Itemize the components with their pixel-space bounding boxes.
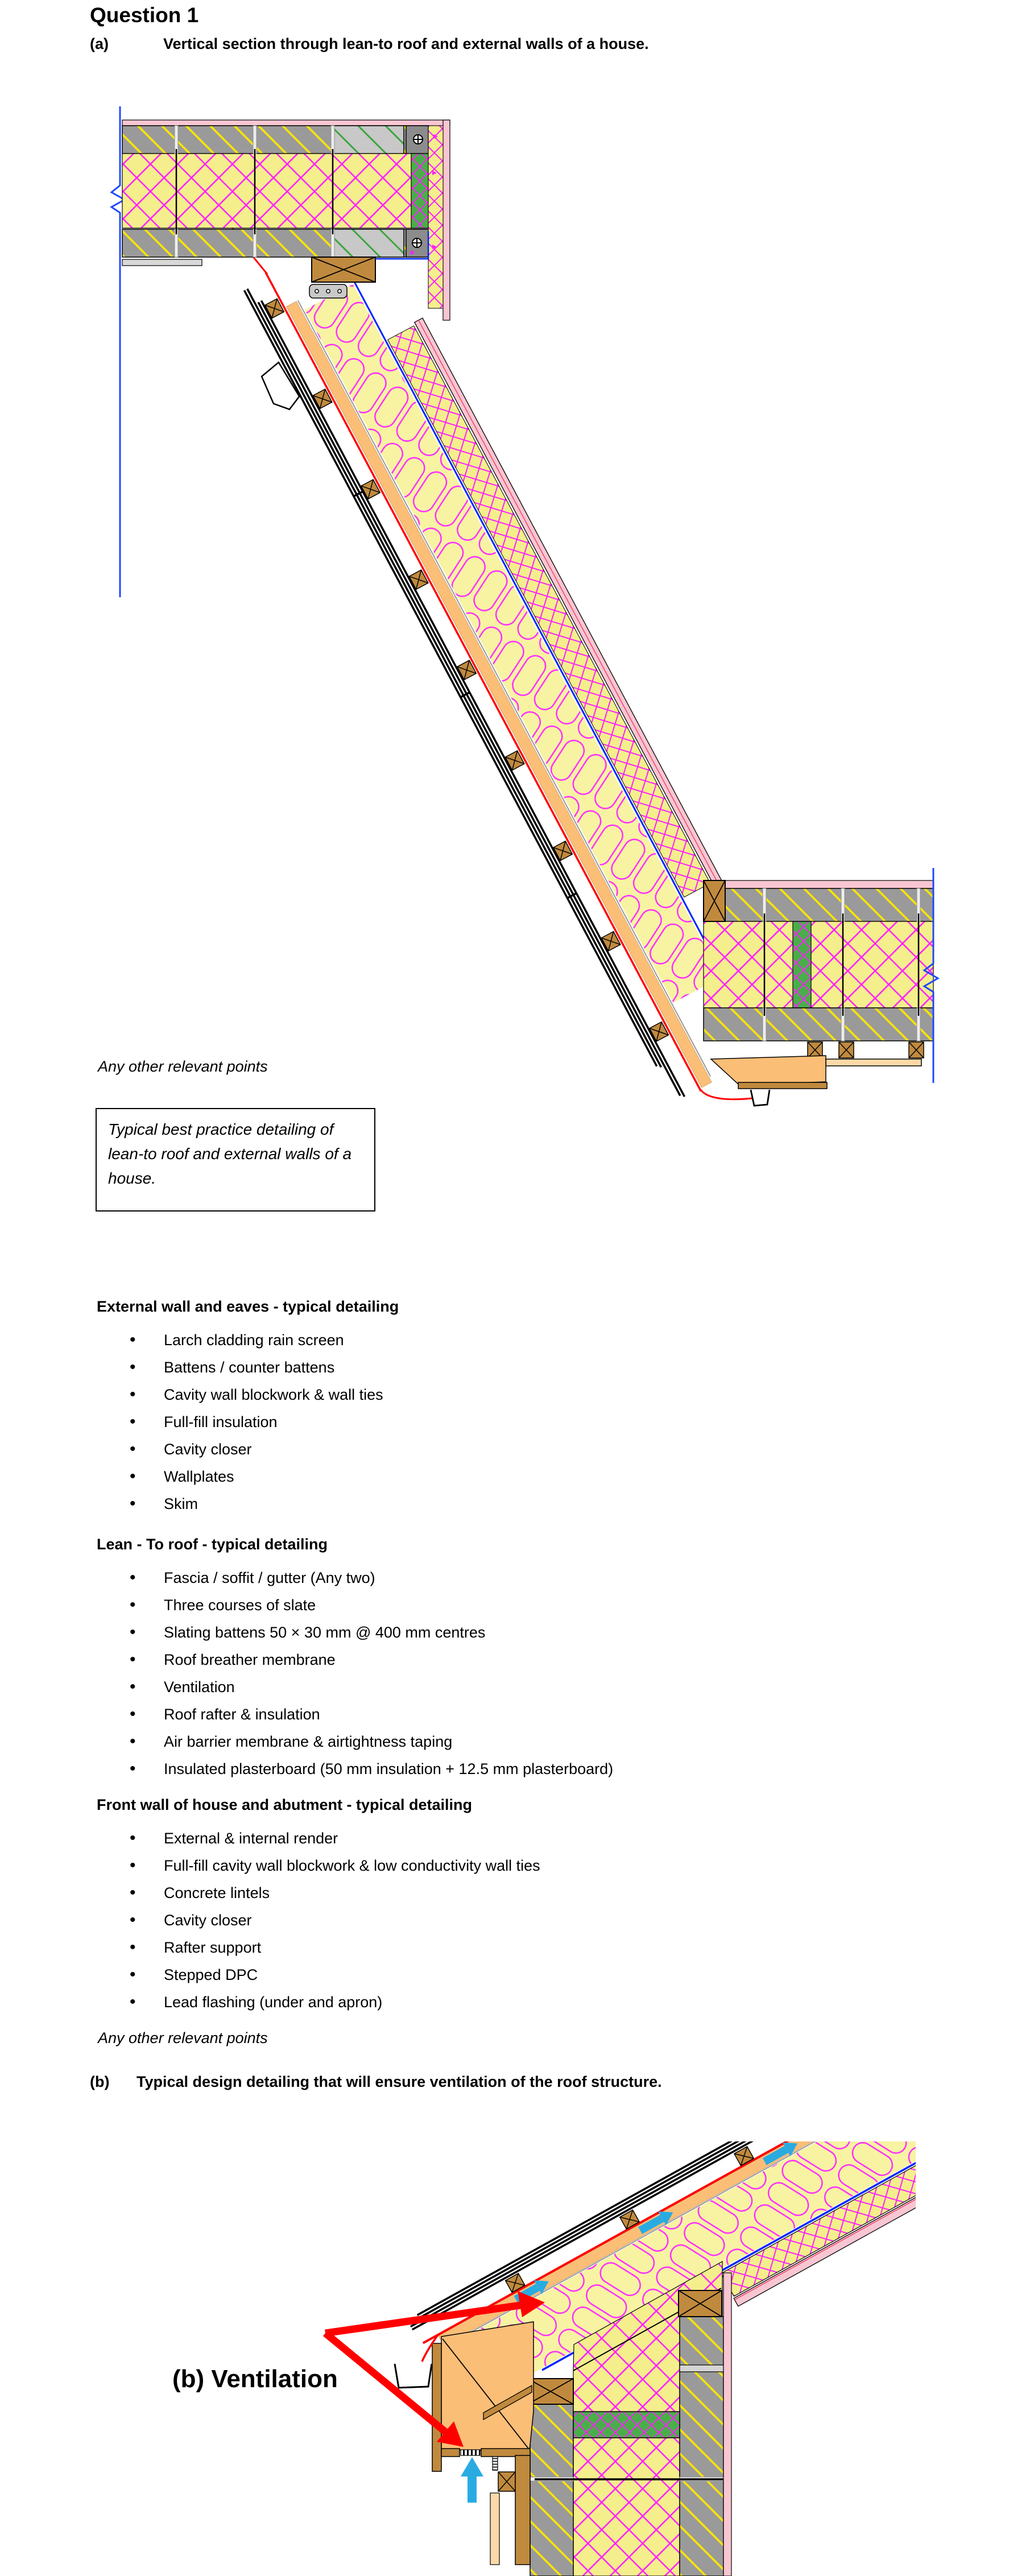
question-title: Question 1 (90, 3, 199, 27)
part-a-label: (a) (90, 35, 109, 52)
list-item: • Three courses of slate (130, 1591, 613, 1619)
list-item: • Air barrier membrane & airtightness taping (130, 1728, 613, 1755)
best-practice-box-text: Typical best practice detailing of lean-to roof and external walls of a house. (108, 1120, 352, 1187)
abutment-wall (122, 120, 450, 320)
list-item: • Skim (130, 1490, 383, 1518)
list-item: • Cavity wall blockwork & wall ties (130, 1381, 383, 1408)
larch-cladding-board (826, 1059, 921, 1066)
ventilation-gap (287, 301, 712, 1088)
blockwork-outer-leaf (680, 2317, 723, 2576)
restraint-strap (309, 284, 347, 298)
plasterboard-skim (122, 259, 202, 266)
section-front-wall-abutment (97, 1796, 950, 2011)
list-item: • Fascia / soffit / gutter (Any two) (130, 1564, 613, 1591)
list-item: • Wallplates (130, 1463, 383, 1490)
cladding-support-batten (515, 2455, 530, 2565)
list-item: • Full-fill cavity wall blockwork & low conductivity wall ties (130, 1852, 540, 1879)
fascia-board (432, 2343, 441, 2471)
list-item: • Concrete lintels (130, 1879, 540, 1907)
external-render (704, 880, 933, 888)
section-heading: Front wall of house and abutment - typical detailing (97, 1796, 473, 1813)
section-list (130, 1825, 540, 2016)
external-render (723, 2273, 731, 2576)
section-heading: Lean - To roof - typical detailing (97, 1536, 328, 1553)
full-fill-insulation (122, 154, 428, 228)
list-item: • Cavity closer (130, 1907, 540, 1934)
list-item: • Larch cladding rain screen (130, 1326, 383, 1354)
best-practice-box (96, 1108, 375, 1211)
any-other-points-note-1: Any other relevant points (98, 1058, 268, 1075)
wallplate-outer (679, 2290, 722, 2317)
list-item: • Stepped DPC (130, 1961, 540, 1988)
membrane-into-gutter (701, 1090, 752, 1099)
threaded-fixing (493, 2457, 498, 2470)
list-item: • Rafter support (130, 1934, 540, 1961)
eaves-detail (395, 2322, 533, 2565)
list-item: • Cavity closer (130, 1436, 383, 1463)
list-item: • Roof rafter & insulation (130, 1701, 613, 1728)
section-list (130, 1564, 613, 1783)
wallplate-inner (528, 2379, 573, 2404)
concrete-lintel (680, 2365, 723, 2372)
roof-breather-membrane (266, 272, 701, 1091)
gutter (395, 2364, 432, 2388)
drawing-a-section (111, 106, 938, 1117)
list-item: • Ventilation (130, 1673, 613, 1701)
blockwork-inner-leaf (530, 2404, 573, 2576)
gutter (751, 1090, 770, 1106)
drawing-b-ventilation (325, 2044, 979, 2576)
air-barrier-membrane (352, 278, 709, 949)
section-heading: External wall and eaves - typical detailing (97, 1298, 399, 1315)
insulated-plasterboard-layer (388, 326, 710, 897)
airflow-arrow-inlet (461, 2457, 483, 2503)
part-b-text: Typical design detailing that will ensure ventilation of the roof structure. (137, 2073, 662, 2090)
list-item: • Lead flashing (under and apron) (130, 1988, 540, 2016)
section-list (130, 1326, 383, 1518)
wallplate (704, 880, 725, 921)
soffit-board (738, 1082, 827, 1089)
concrete-lintel (333, 126, 404, 154)
eaves-wall (701, 868, 938, 1106)
list-item: • Battens / counter battens (130, 1354, 383, 1381)
list-item: • Roof breather membrane (130, 1646, 613, 1673)
soffit-vent-strip (461, 2450, 480, 2455)
part-a-text: Vertical section through lean-to roof and external walls of a house. (163, 35, 649, 52)
ventilation-drawing-label: (b) Ventilation (172, 2365, 338, 2393)
cavity-closer (573, 2412, 680, 2438)
fascia-soffit (711, 1056, 826, 1085)
cavity-closer (411, 154, 428, 228)
list-item: • Slating battens 50 × 30 mm @ 400 mm centres (130, 1619, 613, 1646)
cavity-closer (793, 921, 811, 1008)
larch-cladding-board (490, 2493, 499, 2565)
list-item: • External & internal render (130, 1825, 540, 1852)
any-other-points-note-2: Any other relevant points (98, 2029, 268, 2046)
list-item: • Insulated plasterboard (50 mm insulation + 12.5 mm plasterboard) (130, 1755, 613, 1783)
section-lean-to-roof (97, 1536, 950, 1777)
full-fill-insulation (704, 921, 933, 1008)
soffit-board (441, 2449, 460, 2457)
external-render (122, 120, 450, 126)
list-item: • Full-fill insulation (130, 1408, 383, 1436)
wallplate (312, 257, 375, 282)
cladding-batten (498, 2472, 515, 2491)
part-b-label: (b) (90, 2073, 110, 2090)
rafter-insulation-quilt (305, 284, 722, 1003)
section-external-wall-eaves (97, 1298, 950, 1512)
